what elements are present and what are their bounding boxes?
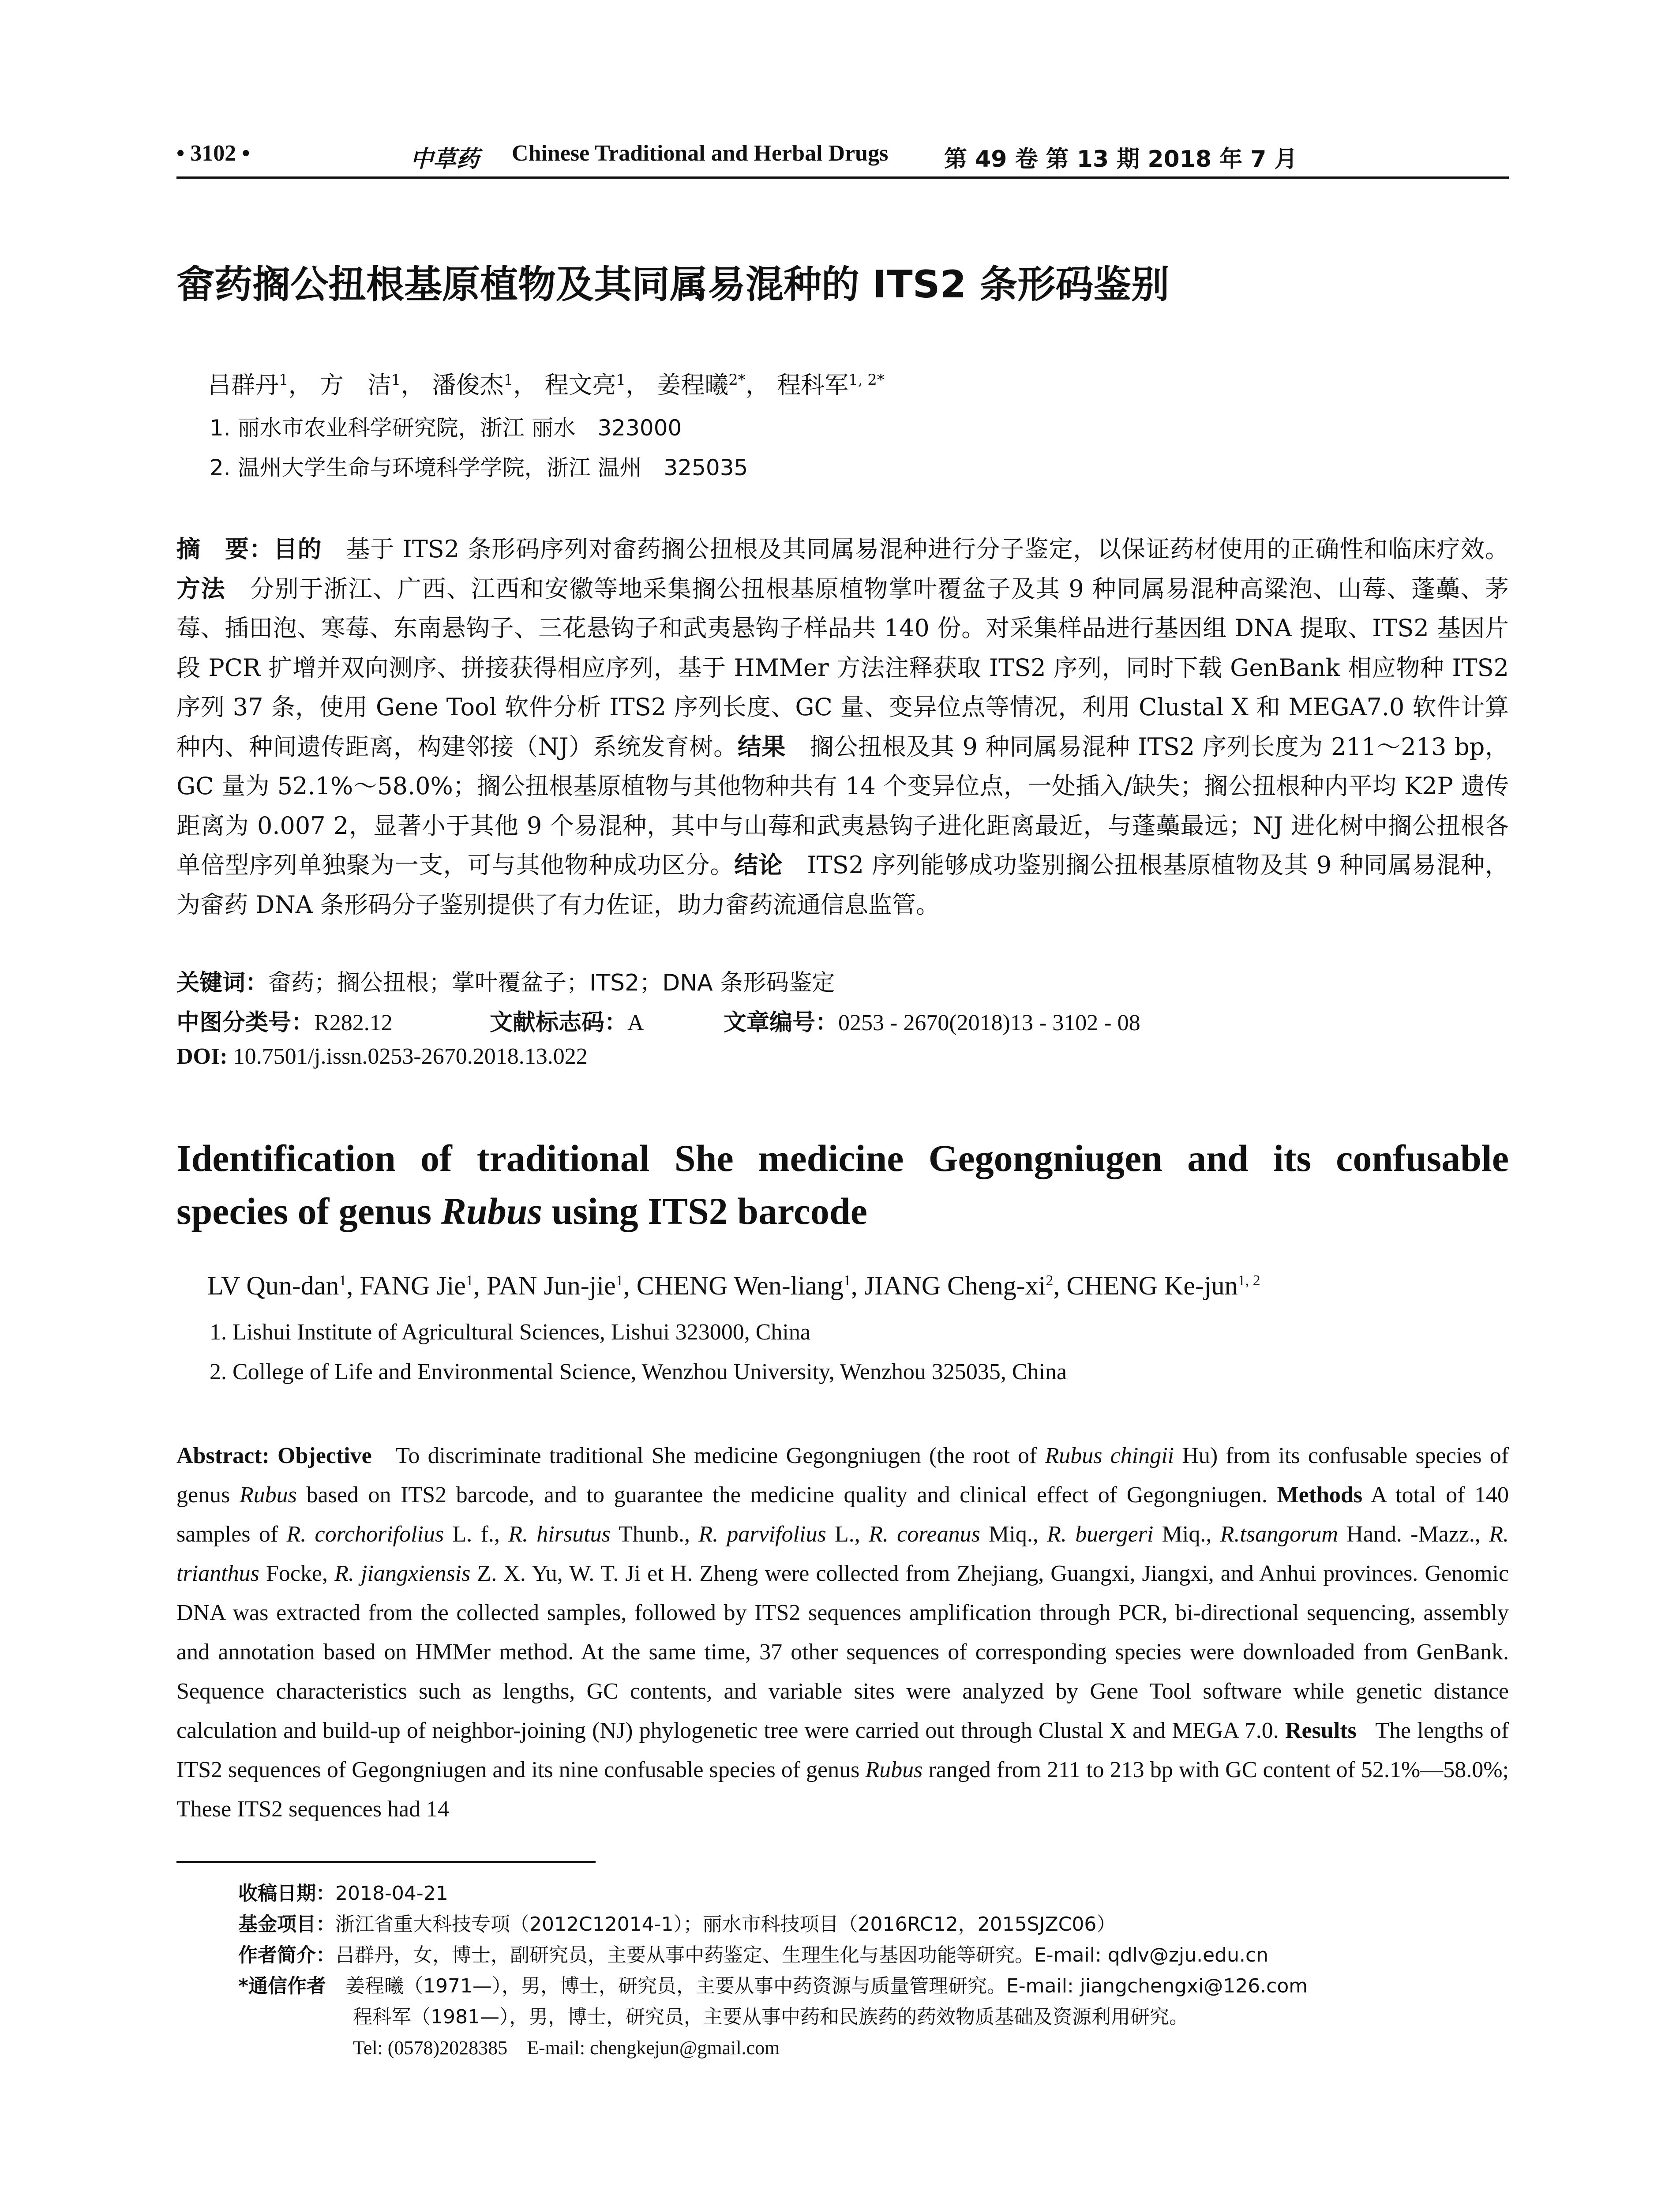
page-number: • 3102 • <box>176 141 250 166</box>
section-label: Methods <box>1277 1482 1363 1508</box>
doi <box>176 1043 588 1069</box>
footnote-label: 收稿日期： <box>238 1882 335 1905</box>
author-aff: 1 <box>843 1272 851 1289</box>
species-name: R. trianthus <box>176 1522 1509 1586</box>
abstract-text: The lengths of ITS2 sequences of Gegongniugen and its nine confusable species of genus <box>176 1718 1509 1782</box>
section-label: 结果 <box>737 732 786 761</box>
journal-name-en: Chinese Traditional and Herbal Drugs <box>512 141 889 166</box>
footnote-corresponding <box>238 1970 1308 1998</box>
keywords-value: 畲药；搁公扭根；掌叶覆盆子；ITS2；DNA 条形码鉴定 <box>268 970 835 996</box>
author-aff: 1 <box>339 1272 347 1289</box>
abstract-text: Hu) from its confusable species of genus <box>176 1443 1509 1508</box>
species-name: R.tsangorum <box>1220 1522 1338 1547</box>
footnote-value: 姜程曦（1971—），男，博士，研究员，主要从事中药资源与质量管理研究。E-mail: jiangchengxi@126.com <box>345 1975 1308 1997</box>
abstract-label: Abstract: <box>176 1443 270 1468</box>
author-aff: 2* <box>728 371 746 389</box>
author-name: 姜程曦 <box>657 371 729 399</box>
abstract-text: L. f., <box>444 1522 509 1547</box>
affiliation-cn: 1. 丽水市农业科学研究院，浙江 丽水 323000 <box>210 415 682 441</box>
clc <box>176 1004 393 1037</box>
species-name: Rubus chingii <box>1045 1443 1174 1468</box>
abstract-text: Focke, <box>259 1561 335 1586</box>
article-number-value: 0253 - 2670(2018)13 - 3102 - 08 <box>838 1010 1140 1035</box>
abstract-results: 搁公扭根及其 9 种同属易混种 ITS2 序列长度为 211～213 bp，GC 量为 52.1%～58.0%；搁公扭根基原植物与其他物种共有 14 个变异位点，一处插入/缺失；搁公扭根种内平均 K2P 遗传距离为 0.007 2，显著小于其他 9 个易混种，其中与山莓和武夷悬钩子进化距离最近，与蓬蘽最远；NJ 进化树中搁公扭根各单倍型序列单独聚为一支，可与其他物种成功区分。 <box>176 732 1509 879</box>
abstract-text: Miq., <box>980 1522 1047 1547</box>
title-cn: 畲药搁公扭根基原植物及其同属易混种的 ITS2 条形码鉴别 <box>176 263 1170 307</box>
abstract-methods: 分别于浙江、广西、江西和安徽等地采集搁公扭根基原植物掌叶覆盆子及其 9 种同属易混种高粱泡、山莓、蓬蘽、茅莓、插田泡、寒莓、东南悬钩子、三花悬钩子和武夷悬钩子样品共 140 份。对采集样品进行基因组 DNA 提取、ITS2 基因片段 PCR 扩增并双向测序、拼接获得相应序列，基于 HMMer 方法注释获取 ITS2 序列，同时下载 GenBank 相应物种 ITS2 序列 37 条，使用 Gene Tool 软件分析 ITS2 序列长度、GC 量、变异位点等情况，利用 Clustal X 和 MEGA7.0 软件计算种内、种间遗传距离，构建邻接（NJ）系统发育树。 <box>176 574 1509 761</box>
species-name: R. hirsutus <box>508 1522 611 1547</box>
title-text: using ITS2 barcode <box>542 1190 867 1232</box>
doc-code <box>490 1004 644 1037</box>
author-name: CHENG Ke-jun <box>1066 1271 1238 1300</box>
section-label: Results <box>1285 1718 1357 1743</box>
abstract-text: ranged from 211 to 213 bp with GC content of 52.1%—58.0%; These ITS2 sequences had 14 <box>176 1757 1509 1822</box>
section-label: 方法 <box>176 574 226 603</box>
abstract-en <box>176 1436 1509 1829</box>
authors-cn: 吕群丹$^1$， 方 洁$^1$， 潘俊杰$^1$， 程文亮$^1$， 姜程曦$^{2*}$， 程科军$^{1, 2*}$ <box>207 371 885 399</box>
abstract-cn <box>176 529 1509 924</box>
footnote-label: 作者简介： <box>238 1944 335 1966</box>
keywords-label: 关键词： <box>176 970 269 996</box>
author-aff: 1 <box>616 371 626 389</box>
footnote-author <box>238 1939 1268 1967</box>
title-text: species of genus <box>176 1190 441 1232</box>
header-rule <box>176 176 1509 179</box>
affiliation-en: 1. Lishui Institute of Agricultural Sciences, Lishui 323000, China <box>210 1320 810 1345</box>
genus-name: Rubus <box>865 1757 923 1782</box>
section-label: 结论 <box>734 851 783 879</box>
footnote-fund <box>238 1908 1116 1936</box>
classification-row <box>176 1004 1509 1035</box>
author-aff: 1, 2* <box>848 371 885 389</box>
article-number <box>724 1004 1140 1037</box>
doc-code-label: 文献标志码： <box>490 1009 628 1036</box>
abstract-text: Z. X. Yu, W. T. Ji et H. Zheng were collected from Zhejiang, Guangxi, Jiangxi, and Anhui provinces. Genomic DNA was extracted from the collected samples, followed by ITS2 sequences amplification through PCR, bi-directional sequencing, assembly and annotation based on HMMer method. At the same time, 37 other sequences of corresponding species were downloaded from GenBank. Sequence characteristics such as lengths, GC contents, and variable sites were analyzed by Gene Tool software while genetic distance calculation and build-up of neighbor-joining (NJ) phylogenetic tree were carried out through Clustal X and MEGA 7.0. <box>176 1561 1509 1743</box>
abstract-text: Hand. -Mazz., <box>1338 1522 1489 1547</box>
abstract-text: A total of 140 samples of <box>176 1482 1509 1547</box>
abstract-label: 摘 要： <box>176 535 274 563</box>
footnote-value: 吕群丹，女，博士，副研究员，主要从事中药鉴定、生理生化与基因功能等研究。E-mail: qdlv@zju.edu.cn <box>335 1944 1269 1966</box>
affiliation-cn: 2. 温州大学生命与环境科学学院，浙江 温州 325035 <box>210 455 748 480</box>
abstract-text: based on ITS2 barcode, and to guarantee the medicine quality and clinical effect of Gegongniugen. <box>296 1482 1268 1508</box>
running-header <box>176 140 1509 176</box>
abstract-text: L., <box>826 1522 869 1547</box>
species-name: R. coreanus <box>869 1522 980 1547</box>
species-name: R. jiangxiensis <box>334 1561 471 1586</box>
section-label: Objective <box>278 1443 372 1468</box>
footnote-value: 浙江省重大科技专项（2012C12014-1）；丽水市科技项目（2016RC12，2015SJZC06） <box>335 1913 1116 1936</box>
abstract-text: To discriminate traditional She medicine Gegongniugen (the root of <box>396 1443 1045 1468</box>
footnote-received <box>238 1877 448 1906</box>
author-aff: 1 <box>279 371 289 389</box>
doi-label: DOI: <box>176 1044 228 1069</box>
genus-name: Rubus <box>239 1482 297 1508</box>
author-name: PAN Jun-jie <box>486 1271 616 1300</box>
clc-label: 中图分类号： <box>176 1009 315 1036</box>
keywords <box>176 964 835 997</box>
doc-code-value: A <box>627 1010 644 1035</box>
author-name: CHENG Wen-liang <box>636 1271 844 1300</box>
author-name: 吕群丹 <box>207 371 279 399</box>
authors-en: LV Qun-dan$^1$, FANG Jie$^1$, PAN Jun-jie$^1$, CHENG Wen-liang$^1$, JIANG Cheng-$xi^2$, CHENG Ke-jun$^{1, 2}$ <box>207 1271 1260 1300</box>
footnote-rule <box>176 1861 596 1863</box>
abstract-objective: 基于 ITS2 条形码序列对畲药搁公扭根及其同属易混种进行分子鉴定，以保证药材使用的正确性和临床疗效。 <box>346 535 1509 563</box>
footnote-contact: Tel: (0578)2028385 E-mail: chengkejun@gmail.com <box>353 2037 780 2059</box>
species-name: R. corchorifolius <box>286 1522 444 1547</box>
affiliation-en: 2. College of Life and Environmental Science, Wenzhou University, Wenzhou 325035, China <box>210 1359 1067 1384</box>
abstract-text: Thunb., <box>610 1522 699 1547</box>
author-name: JIANG Cheng-xi <box>864 1271 1046 1300</box>
author-aff: 1 <box>615 1272 623 1289</box>
author-name: 潘俊杰 <box>432 371 504 399</box>
author-aff: 1, 2 <box>1238 1272 1260 1289</box>
abstract-conclusion: ITS2 序列能够成功鉴别搁公扭根基原植物及其 9 种同属易混种，为畲药 DNA 条形码分子鉴别提供了有力佐证，助力畲药流通信息监管。 <box>176 851 1509 919</box>
author-aff: 1 <box>391 371 401 389</box>
issue-info: 第 49 卷 第 13 期 2018 年 7 月 <box>944 146 1298 173</box>
author-name: LV Qun-dan <box>207 1271 339 1300</box>
species-name: R. parvifolius <box>698 1522 826 1547</box>
author-name: 方 洁 <box>319 371 391 399</box>
clc-value: R282.12 <box>314 1010 393 1035</box>
journal-name-cn: 中草药 <box>410 146 480 173</box>
genus-name: Rubus <box>441 1190 543 1232</box>
section-label: 目的 <box>273 535 322 563</box>
footnote-corresponding-2: 程科军（1981—），男，博士，研究员，主要从事中药和民族药的药效物质基础及资源利用研究。 <box>353 2006 1189 2028</box>
article-number-label: 文章编号： <box>724 1009 839 1036</box>
author-aff: 1 <box>503 371 514 389</box>
footnote-label: 基金项目： <box>238 1913 335 1936</box>
title-en <box>176 1132 1509 1238</box>
author-name: 程科军 <box>777 371 849 399</box>
author-aff: 2 <box>1046 1272 1054 1289</box>
species-name: R. buergeri <box>1047 1522 1154 1547</box>
title-en-line: Identification of traditional She medicine Gegongniugen and its confusable <box>176 1137 1509 1179</box>
author-name: 程文亮 <box>544 371 616 399</box>
abstract-text: Miq., <box>1153 1522 1220 1547</box>
footnote-label: *通信作者 <box>238 1975 326 1997</box>
doi-value[interactable]: 10.7501/j.issn.0253-2670.2018.13.022 <box>233 1044 588 1069</box>
author-aff: 1 <box>465 1272 473 1289</box>
author-name: FANG Jie <box>360 1271 466 1300</box>
title-en-line <box>176 1185 1509 1238</box>
footnote-value: 2018-04-21 <box>335 1882 448 1905</box>
